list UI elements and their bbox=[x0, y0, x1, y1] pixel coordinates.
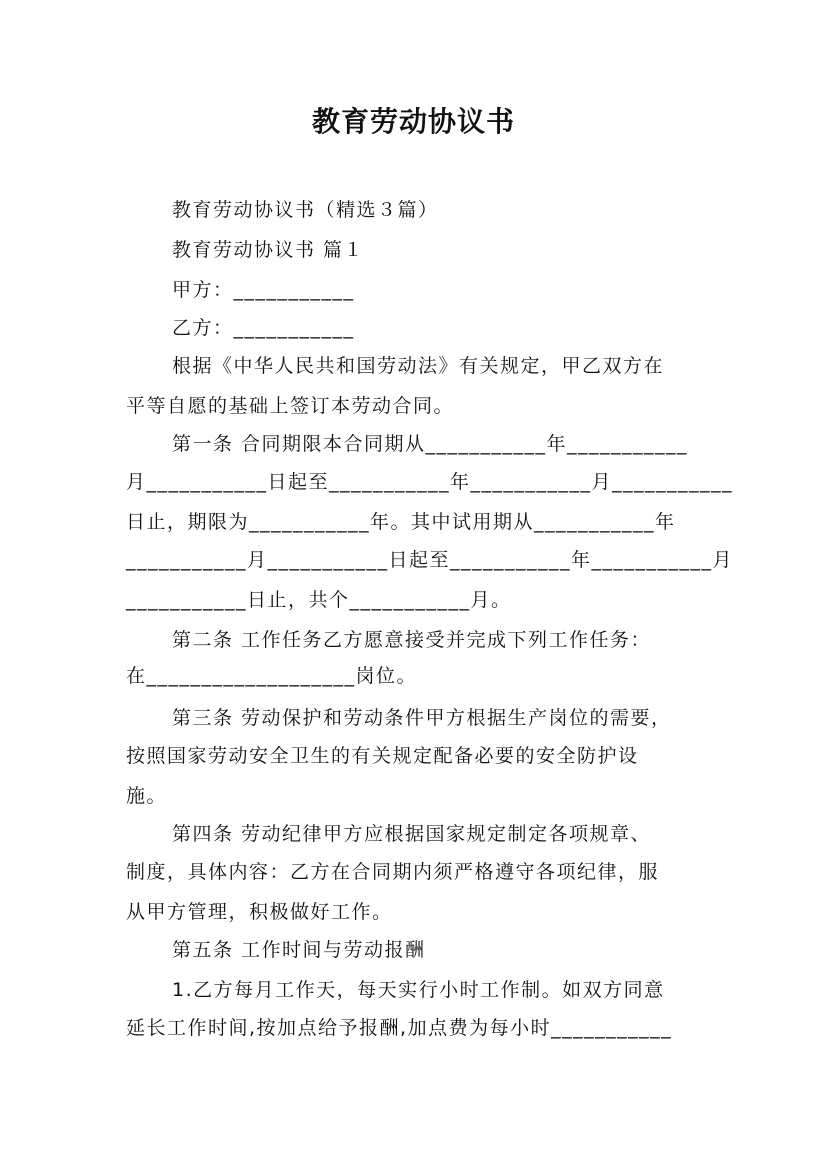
clause-5-line: 延长工作时间,按加点给予报酬,加点费为每小时___________ bbox=[126, 1017, 673, 1039]
clause-4-line: 制度，具体内容：乙方在合同期内须严格遵守各项纪律，服 bbox=[126, 861, 660, 883]
clause-5-heading: 第五条 工作时间与劳动报酬 bbox=[172, 939, 426, 961]
clause-2-line: 第二条 工作任务乙方愿意接受并完成下列工作任务： bbox=[172, 629, 652, 651]
party-b-line: 乙方：___________ bbox=[172, 317, 355, 339]
clause-1-line: ___________日止，共个___________月。 bbox=[126, 589, 512, 611]
clause-3-line: 第三条 劳动保护和劳动条件甲方根据生产岗位的需要， bbox=[172, 707, 672, 729]
clause-4-line: 第四条 劳动纪律甲方应根据国家规定制定各项规章、 bbox=[172, 823, 652, 845]
clause-2-line: 在___________________岗位。 bbox=[126, 665, 418, 687]
clause-1-line: ___________月___________日起至___________年___________月 bbox=[126, 549, 734, 571]
clause-5-line: 1.乙方每月工作天，每天实行小时工作制。如双方同意 bbox=[172, 979, 665, 1001]
party-a-line: 甲方：___________ bbox=[172, 279, 355, 301]
clause-1-line: 日止，期限为___________年。其中试用期从___________年 bbox=[126, 511, 676, 533]
document-title: 教育劳动协议书 bbox=[311, 105, 515, 138]
clause-3-line: 施。 bbox=[126, 785, 168, 807]
paragraph-line: 平等自愿的基础上签订本劳动合同。 bbox=[126, 395, 455, 417]
clause-3-line: 按照国家劳动安全卫生的有关规定配备必要的安全防护设 bbox=[126, 745, 639, 767]
clause-1-line: 第一条 合同期限本合同期从___________年___________ bbox=[172, 433, 689, 455]
clause-4-line: 从甲方管理，积极做好工作。 bbox=[126, 901, 393, 923]
paragraph-line: 根据《中华人民共和国劳动法》有关规定，甲乙双方在 bbox=[172, 355, 665, 377]
clause-1-line: 月___________日起至___________年___________月___________ bbox=[126, 471, 734, 493]
subtitle-line: 教育劳动协议书（精选３篇） bbox=[172, 199, 439, 221]
section-heading: 教育劳动协议书 篇１ bbox=[172, 239, 365, 261]
